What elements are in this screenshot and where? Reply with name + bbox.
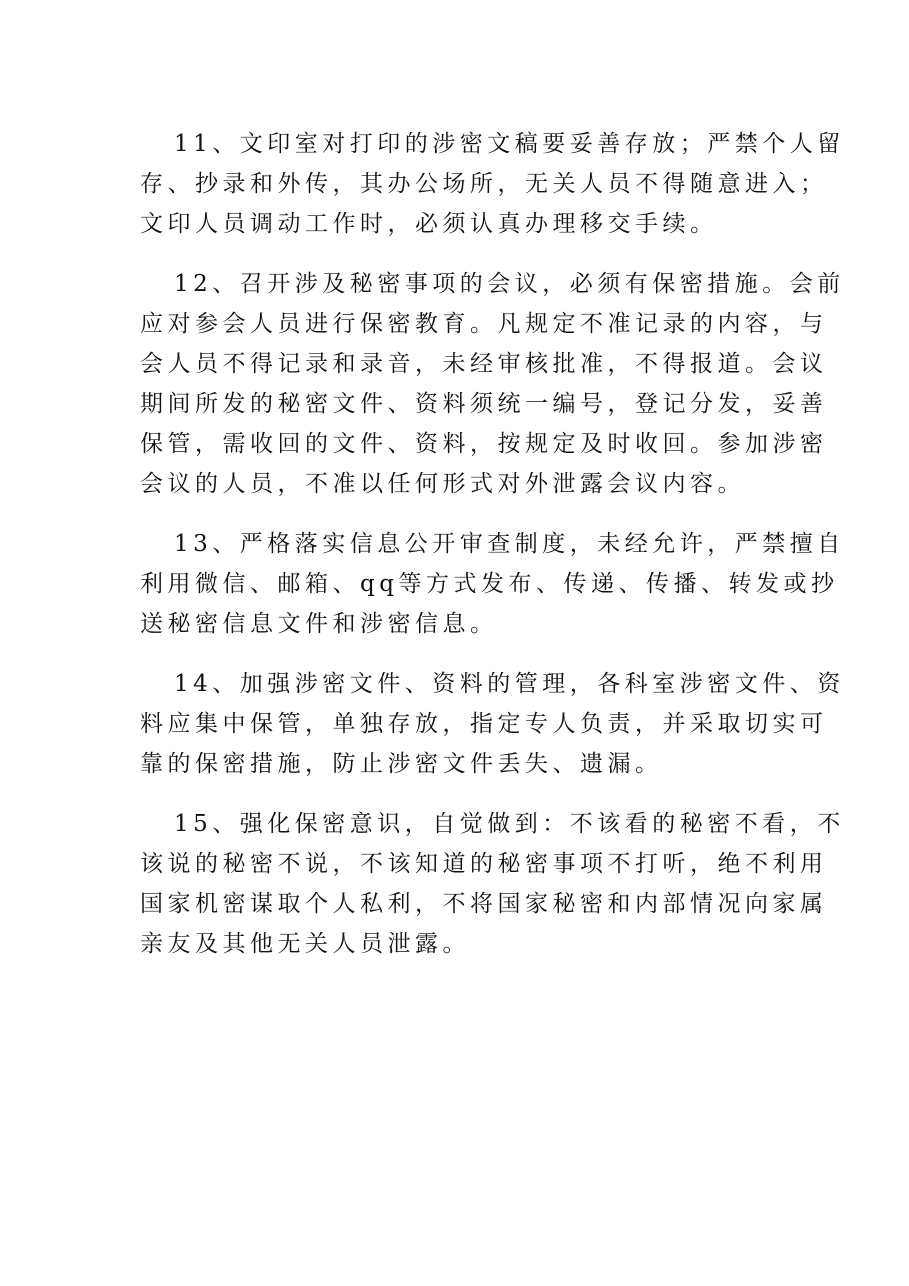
paragraph-11	[140, 124, 845, 244]
paragraph-12	[140, 264, 845, 504]
paragraph-line: 送秘密信息文件和涉密信息。	[140, 611, 498, 637]
paragraph-line: 13、严格落实信息公开审查制度，未经允许，严禁擅自	[174, 531, 845, 557]
paragraph-line: 靠的保密措施，防止涉密文件丢失、遗漏。	[140, 751, 663, 777]
paragraph-line: 料应集中保管，单独存放，指定专人负责，并采取切实可	[140, 711, 828, 737]
paragraph-line: 国家机密谋取个人私利，不将国家秘密和内部情况向家属	[140, 891, 828, 917]
paragraph-line: 会议的人员，不准以任何形式对外泄露会议内容。	[140, 471, 745, 497]
paragraph-line: 15、强化保密意识，自觉做到：不该看的秘密不看，不	[174, 811, 845, 837]
paragraph-line: 14、加强涉密文件、资料的管理，各科室涉密文件、资	[174, 671, 845, 697]
paragraph-15	[140, 804, 845, 964]
paragraph-line: 利用微信、邮箱、qq等方式发布、传递、传播、转发或抄	[140, 571, 839, 597]
paragraph-line: 亲友及其他无关人员泄露。	[140, 931, 470, 957]
paragraph-line: 会人员不得记录和录音，未经审核批准，不得报道。会议	[140, 351, 828, 377]
paragraph-line: 文印人员调动工作时，必须认真办理移交手续。	[140, 211, 718, 237]
paragraph-line: 保管，需收回的文件、资料，按规定及时收回。参加涉密	[140, 431, 828, 457]
paragraph-line: 12、召开涉及秘密事项的会议，必须有保密措施。会前	[174, 271, 845, 297]
document-body	[140, 124, 845, 984]
paragraph-14	[140, 664, 845, 784]
paragraph-13	[140, 524, 845, 644]
paragraph-line: 应对参会人员进行保密教育。凡规定不准记录的内容，与	[140, 311, 828, 337]
paragraph-line: 11、文印室对打印的涉密文稿要妥善存放；严禁个人留	[174, 131, 845, 157]
paragraph-line: 存、抄录和外传，其办公场所，无关人员不得随意进入；	[140, 171, 828, 197]
paragraph-line: 期间所发的秘密文件、资料须统一编号，登记分发，妥善	[140, 391, 828, 417]
paragraph-line: 该说的秘密不说，不该知道的秘密事项不打听，绝不利用	[140, 851, 828, 877]
